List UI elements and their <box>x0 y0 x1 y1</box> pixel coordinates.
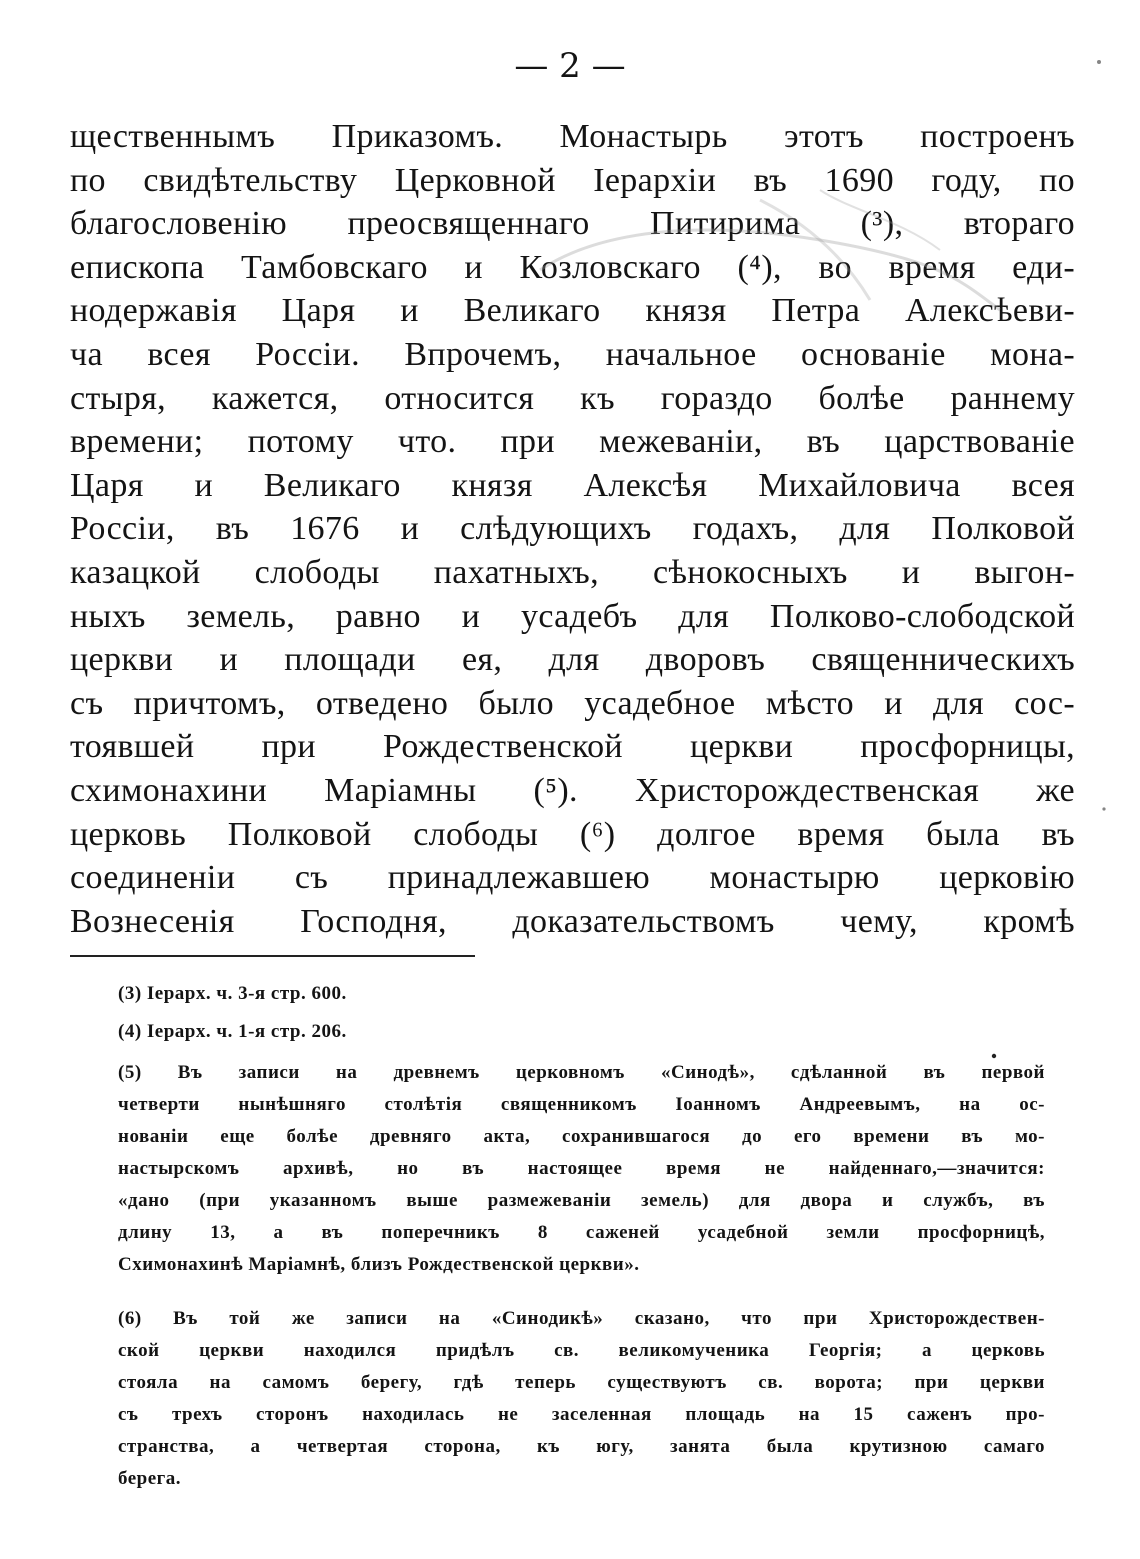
footnote-5 <box>118 1057 1045 1281</box>
page-number: — 2 — <box>514 46 626 86</box>
footnote-line: длину 13, а въ поперечникъ 8 саженей усадебной земли просфорницѣ, <box>118 1222 1045 1243</box>
footnote-line: (5) Въ записи на древнемъ церковномъ «Синодѣ», сдѣланной въ первой <box>118 1062 1045 1083</box>
footnote-line: (6) Въ той же записи на «Синодикѣ» сказано, что при Христорождествен- <box>118 1308 1045 1329</box>
text-line: съ причтомъ, отведено было усадебное мѣсто и для сос- <box>70 684 1075 722</box>
footnote-3: (3) Іерарх. ч. 3-я стр. 600. <box>118 983 347 1004</box>
text-line: времени; потому что. при межеваніи, въ царствованіе <box>70 423 1075 461</box>
text-line: стыря, кажется, относится къ гораздо болѣе раннему <box>70 379 1075 417</box>
main-text-body <box>70 115 1075 943</box>
footnote-4: (4) Іерарх. ч. 1-я стр. 206. <box>118 1021 347 1042</box>
footnote-line: нованіи еще болѣе древняго акта, сохранившагося до его времени въ мо- <box>118 1126 1045 1147</box>
text-line: епископа Тамбовскаго и Козловскаго (⁴), во время еди- <box>70 248 1075 286</box>
text-line: ча всея Россіи. Впрочемъ, начальное основаніе мона- <box>70 335 1075 373</box>
footnote-separator <box>70 955 475 957</box>
text-line: Царя и Великаго князя Алексѣя Михайловича всея <box>70 466 1075 504</box>
text-line: по свидѣтельству Церковной Іерархіи въ 1690 году, по <box>70 161 1075 199</box>
footnote-line: съ трехъ сторонъ находилась не заселенная площадь на 15 саженъ про- <box>118 1404 1045 1425</box>
footnotes <box>118 977 1045 1517</box>
text-line: Вознесенія Господня, доказательствомъ чему, кромѣ <box>70 902 1075 940</box>
footnote-line: Схимонахинѣ Маріамнѣ, близъ Рождественской церкви». <box>118 1254 640 1275</box>
footnote-line: берега. <box>118 1468 182 1489</box>
text-line: соединеніи съ принадлежавшею монастырю церковію <box>70 859 1075 897</box>
footnote-line: ской церкви находился придѣлъ св. великомученика Георгія; а церковь <box>118 1340 1045 1361</box>
text-line: щественнымъ Приказомъ. Монастырь этотъ построенъ <box>70 118 1075 155</box>
footnote-line: странства, а четвертая сторона, къ югу, занята была крутизною самаго <box>118 1436 1045 1457</box>
text-line: схимонахини Маріамны (⁵). Христорождественская же <box>70 771 1075 809</box>
text-line: благословенію преосвященнаго Питирима (³), втораго <box>70 205 1075 243</box>
text-line: нодержавія Царя и Великаго князя Петра Алексѣеви- <box>70 292 1075 330</box>
footnote-line: настырскомъ архивѣ, но въ настоящее время не найденнаго,—значится: <box>118 1158 1045 1179</box>
footnote-6 <box>118 1303 1045 1495</box>
footnote-line: «дано (при указанномъ выше размежеваніи земель) для двора и службъ, въ <box>118 1190 1045 1211</box>
footnote-line: четверти нынѣшняго столѣтія священникомъ Іоанномъ Андреевымъ, на ос- <box>118 1094 1045 1115</box>
text-line: церкви и площади ея, для дворовъ священническихъ <box>70 641 1075 679</box>
text-line: ныхъ земель, равно и усадебъ для Полково-слободской <box>70 597 1075 635</box>
footnote-line: стояла на самомъ берегу, гдѣ теперь существуютъ св. ворота; при церкви <box>118 1372 1045 1393</box>
text-line: тоявшей при Рождественской церкви просфорницы, <box>70 728 1075 766</box>
text-line: казацкой слободы пахатныхъ, сѣнокосныхъ и выгон- <box>70 553 1075 591</box>
text-line: Россіи, въ 1676 и слѣдующихъ годахъ, для Полковой <box>70 510 1075 548</box>
text-line: церковь Полковой слободы (⁶) долгое время была въ <box>70 815 1075 853</box>
paper-speck <box>1100 805 1108 813</box>
